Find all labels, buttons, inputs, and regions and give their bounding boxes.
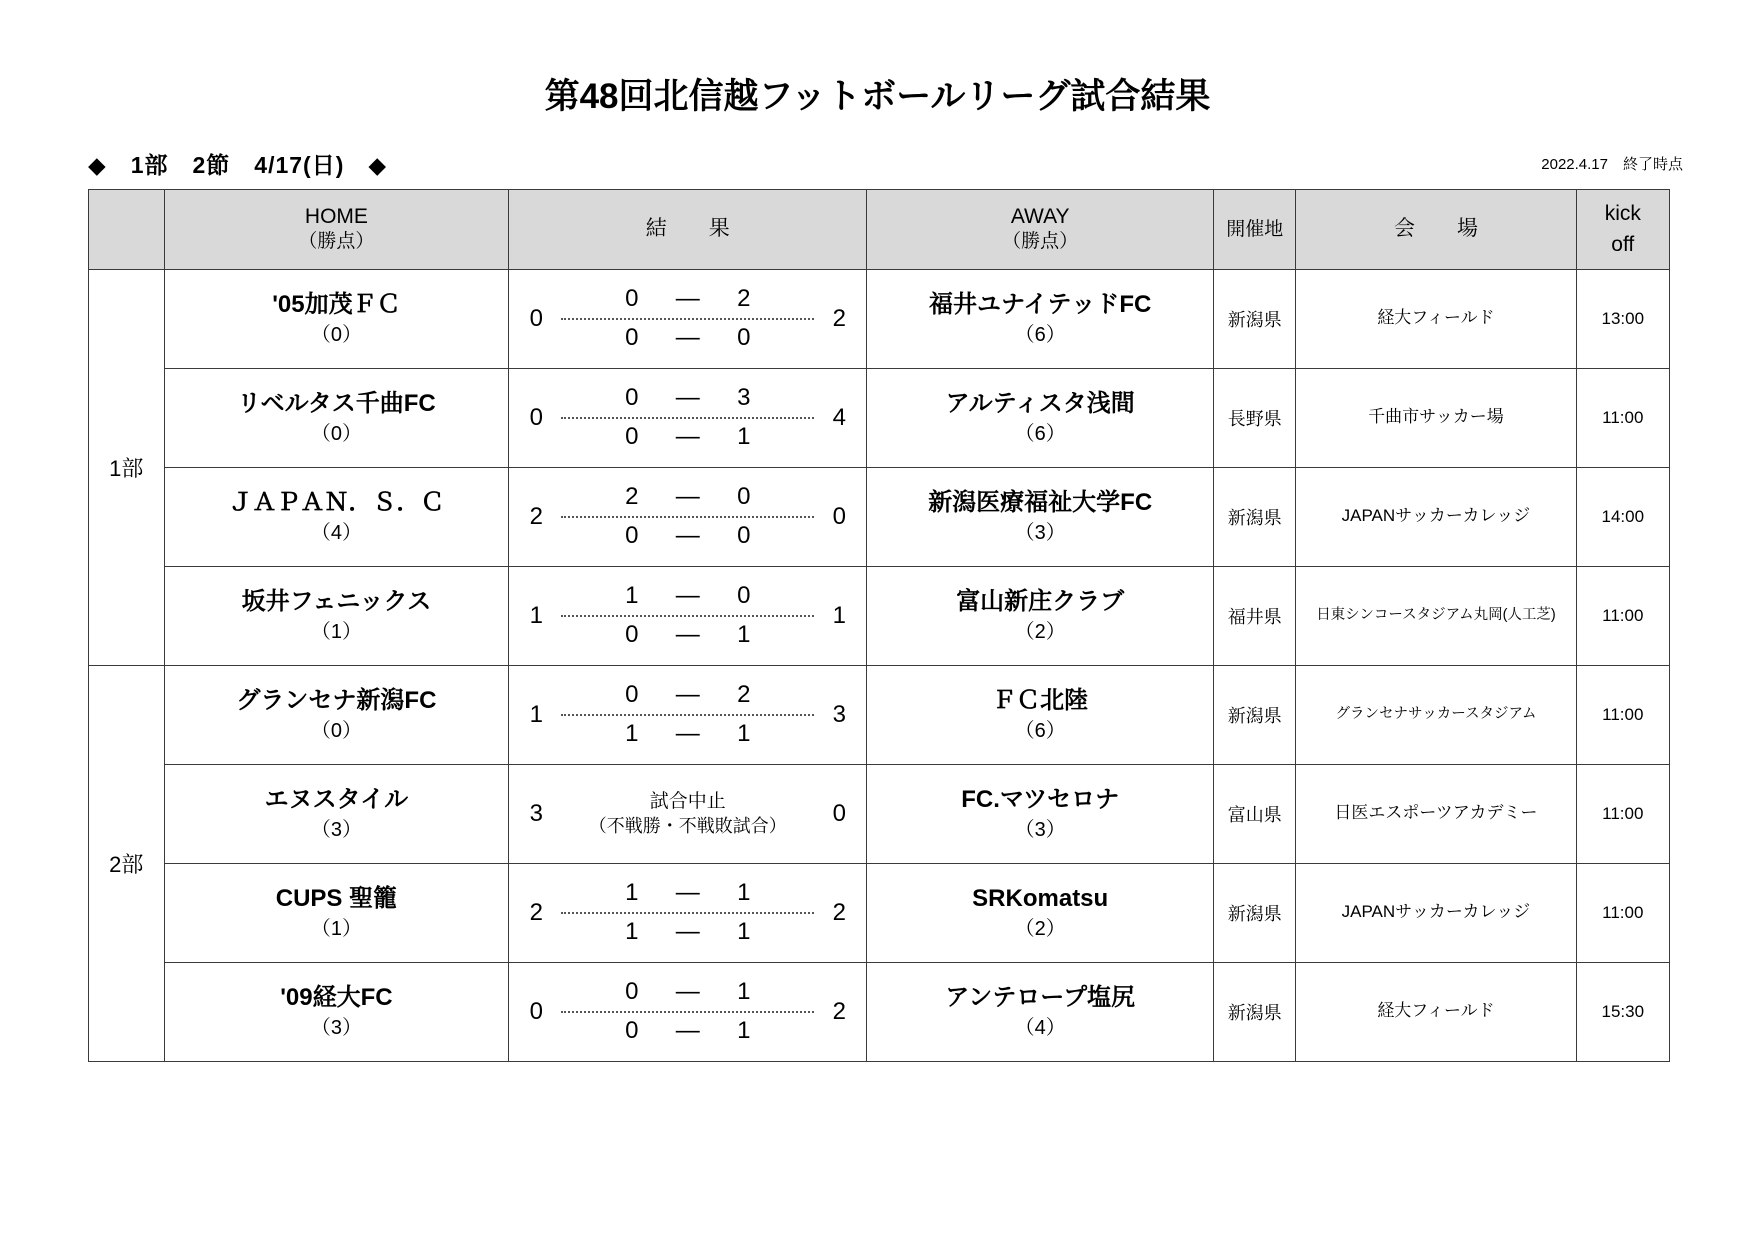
first-half-home: 0 [625, 285, 639, 313]
away-team-name: ＦＣ北陸 [992, 686, 1089, 714]
away-team-points: （4） [1014, 1016, 1066, 1039]
match-results-table [88, 189, 1670, 1062]
result-cell [509, 665, 867, 764]
home-team-points: （0） [310, 422, 362, 445]
header-home-sub: （勝点） [298, 231, 375, 253]
second-half-dash: — [675, 621, 700, 649]
first-half-score [559, 679, 816, 712]
half-scores [555, 580, 820, 652]
away-team-points: （2） [1014, 620, 1066, 643]
division-label-2: 2部 [89, 665, 165, 1061]
second-half-score [559, 718, 816, 751]
half-scores [555, 679, 820, 751]
home-aggregate-score: 0 [529, 403, 543, 431]
prefecture-cell: 新潟県 [1214, 665, 1296, 764]
home-team-name: '05加茂ＦＣ [272, 290, 401, 318]
prefecture-cell: 福井県 [1214, 566, 1296, 665]
second-half-dash: — [675, 720, 700, 748]
half-separator [561, 912, 814, 914]
table-row [89, 962, 1670, 1061]
away-team-points: （6） [1014, 719, 1066, 742]
table-row [89, 467, 1670, 566]
first-half-home: 2 [625, 483, 639, 511]
away-aggregate-score: 2 [832, 304, 846, 332]
home-aggregate-score: 1 [529, 601, 543, 629]
venue-cell: 経大フィールド [1296, 269, 1576, 368]
table-header [89, 189, 1670, 269]
subheader [0, 147, 1755, 181]
half-separator [561, 417, 814, 419]
away-team-cell [867, 269, 1214, 368]
header-away-label: AWAY [1010, 205, 1070, 228]
away-team-cell [867, 665, 1214, 764]
first-half-away: 2 [737, 681, 751, 709]
result-cell [509, 863, 867, 962]
away-team-cell [867, 962, 1214, 1061]
home-team-name: CUPS 聖籠 [275, 884, 398, 912]
second-half-away: 1 [737, 423, 751, 451]
prefecture-cell: 新潟県 [1214, 269, 1296, 368]
second-half-score [559, 916, 816, 949]
table-row [89, 764, 1670, 863]
away-team-name: FC.マツセロナ [961, 785, 1120, 813]
away-aggregate-score: 1 [832, 601, 846, 629]
second-half-home: 0 [625, 621, 639, 649]
away-team-points: （6） [1014, 323, 1066, 346]
first-half-away: 3 [737, 384, 751, 412]
away-aggregate-score: 3 [832, 700, 846, 728]
first-half-score [559, 283, 816, 316]
second-half-home: 0 [625, 423, 639, 451]
table-row [89, 566, 1670, 665]
result-cell [509, 467, 867, 566]
home-team-cell [164, 665, 509, 764]
home-team-points: （3） [310, 818, 362, 841]
home-team-cell [164, 368, 509, 467]
second-half-home: 0 [625, 522, 639, 550]
venue-cell: JAPANサッカーカレッジ [1296, 863, 1576, 962]
header-result-label: 結 果 [645, 216, 730, 240]
home-team-points: （1） [310, 917, 362, 940]
table-row [89, 269, 1670, 368]
home-team-points: （3） [310, 1016, 362, 1039]
first-half-score [559, 481, 816, 514]
away-aggregate-score: 2 [832, 898, 846, 926]
venue-cell: 経大フィールド [1296, 962, 1576, 1061]
half-scores [555, 382, 820, 454]
header-kickoff-line2: off [1611, 233, 1635, 256]
result-cell [509, 566, 867, 665]
second-half-dash: — [675, 324, 700, 352]
first-half-away: 1 [737, 879, 751, 907]
second-half-score [559, 421, 816, 454]
first-half-away: 1 [737, 978, 751, 1006]
home-aggregate-score: 1 [529, 700, 543, 728]
first-half-away: 0 [737, 582, 751, 610]
cancel-line-1: 試合中止 [649, 790, 726, 812]
result-cell [509, 764, 867, 863]
second-half-away: 1 [737, 621, 751, 649]
first-half-home: 0 [625, 978, 639, 1006]
second-half-dash: — [675, 918, 700, 946]
home-team-name: グランセナ新潟FC [236, 686, 437, 714]
home-team-cell [164, 962, 509, 1061]
kickoff-cell: 11:00 [1576, 764, 1669, 863]
away-team-cell [867, 368, 1214, 467]
home-team-points: （4） [310, 521, 362, 544]
home-team-name: エヌスタイル [264, 785, 409, 813]
first-half-home: 1 [625, 879, 639, 907]
first-half-score [559, 976, 816, 1009]
second-half-away: 1 [737, 1017, 751, 1045]
home-team-name: リベルタス千曲FC [237, 389, 436, 417]
home-team-cell [164, 566, 509, 665]
kickoff-cell: 11:00 [1576, 863, 1669, 962]
first-half-home: 0 [625, 681, 639, 709]
second-half-home: 0 [625, 324, 639, 352]
header-home-label: HOME [304, 205, 368, 228]
home-team-name: '09経大FC [280, 983, 393, 1011]
home-aggregate-score: 2 [529, 502, 543, 530]
prefecture-cell: 新潟県 [1214, 863, 1296, 962]
prefecture-cell: 富山県 [1214, 764, 1296, 863]
page-title: 第48回北信越フットボールリーグ試合結果 [544, 77, 1211, 116]
first-half-dash: — [675, 681, 700, 709]
second-half-score [559, 1015, 816, 1048]
result-cell [509, 269, 867, 368]
kickoff-cell: 11:00 [1576, 665, 1669, 764]
header-prefecture-label: 開催地 [1226, 218, 1284, 240]
kickoff-cell: 11:00 [1576, 566, 1669, 665]
away-aggregate-score: 4 [832, 403, 846, 431]
header-kickoff [1576, 189, 1669, 269]
header-kickoff-line1: kick [1604, 201, 1641, 225]
home-team-cell [164, 467, 509, 566]
first-half-dash: — [675, 879, 700, 907]
home-team-points: （0） [310, 323, 362, 346]
first-half-away: 2 [737, 285, 751, 313]
home-team-name: 坂井フェニックス [241, 587, 432, 615]
first-half-home: 0 [625, 384, 639, 412]
away-team-name: SRKomatsu [972, 884, 1109, 912]
first-half-dash: — [675, 483, 700, 511]
away-team-points: （3） [1014, 818, 1066, 841]
home-team-cell [164, 764, 509, 863]
half-separator [561, 516, 814, 518]
away-team-cell [867, 863, 1214, 962]
first-half-away: 0 [737, 483, 751, 511]
second-half-score [559, 322, 816, 355]
half-separator [561, 615, 814, 617]
half-scores [555, 283, 820, 355]
table-row [89, 863, 1670, 962]
away-aggregate-score: 0 [832, 502, 846, 530]
first-half-dash: — [675, 384, 700, 412]
header-away-sub: （勝点） [1002, 231, 1079, 253]
away-aggregate-score: 0 [832, 799, 846, 827]
second-half-dash: — [675, 522, 700, 550]
away-team-cell [867, 764, 1214, 863]
division-label-1: 1部 [89, 269, 165, 665]
header-venue-label: 会 場 [1393, 216, 1478, 240]
second-half-dash: — [675, 423, 700, 451]
second-half-score [559, 520, 816, 553]
cancel-line-2: （不戦勝・不戦敗試合） [588, 816, 787, 837]
second-half-home: 1 [625, 918, 639, 946]
venue-cell: 日医エスポーツアカデミー [1296, 764, 1576, 863]
half-separator [561, 714, 814, 716]
second-half-away: 0 [737, 324, 751, 352]
away-team-cell [867, 566, 1214, 665]
away-team-name: 福井ユナイテッドFC [929, 290, 1152, 318]
away-team-name: 富山新庄クラブ [956, 587, 1125, 615]
away-team-points: （6） [1014, 422, 1066, 445]
result-cell [509, 962, 867, 1061]
home-team-points: （0） [310, 719, 362, 742]
header-result [509, 189, 867, 269]
prefecture-cell: 新潟県 [1214, 467, 1296, 566]
table-row [89, 368, 1670, 467]
second-half-dash: — [675, 1017, 700, 1045]
prefecture-cell: 長野県 [1214, 368, 1296, 467]
home-team-cell [164, 863, 509, 962]
second-half-home: 0 [625, 1017, 639, 1045]
section-marker: ◆ 1部 2節 4/17(日) ◆ [88, 151, 388, 178]
away-aggregate-score: 2 [832, 997, 846, 1025]
table-row [89, 665, 1670, 764]
second-half-score [559, 619, 816, 652]
home-team-cell [164, 269, 509, 368]
home-aggregate-score: 0 [529, 304, 543, 332]
header-prefecture [1214, 189, 1296, 269]
second-half-away: 0 [737, 522, 751, 550]
venue-cell: JAPANサッカーカレッジ [1296, 467, 1576, 566]
first-half-home: 1 [625, 582, 639, 610]
first-half-score [559, 382, 816, 415]
header-division [89, 189, 165, 269]
home-aggregate-score: 0 [529, 997, 543, 1025]
half-scores [555, 877, 820, 949]
kickoff-cell: 15:30 [1576, 962, 1669, 1061]
venue-cell: グランセナサッカースタジアム [1296, 665, 1576, 764]
half-scores [555, 481, 820, 553]
venue-cell: 日東シンコースタジアム丸岡(人工芝) [1296, 566, 1576, 665]
half-separator [561, 1011, 814, 1013]
first-half-dash: — [675, 285, 700, 313]
table-body [89, 269, 1670, 1061]
away-team-name: アンテロープ塩尻 [945, 983, 1136, 1011]
second-half-home: 1 [625, 720, 639, 748]
first-half-score [559, 580, 816, 613]
first-half-score [559, 877, 816, 910]
half-scores [555, 976, 820, 1048]
kickoff-cell: 14:00 [1576, 467, 1669, 566]
away-team-name: 新潟医療福祉大学FC [928, 488, 1153, 516]
second-half-away: 1 [737, 720, 751, 748]
prefecture-cell: 新潟県 [1214, 962, 1296, 1061]
venue-cell: 千曲市サッカー場 [1296, 368, 1576, 467]
kickoff-cell: 11:00 [1576, 368, 1669, 467]
first-half-dash: — [675, 978, 700, 1006]
half-separator [561, 318, 814, 320]
first-half-dash: — [675, 582, 700, 610]
away-team-cell [867, 467, 1214, 566]
home-aggregate-score: 3 [529, 799, 543, 827]
second-half-away: 1 [737, 918, 751, 946]
header-venue [1296, 189, 1576, 269]
header-home [164, 189, 509, 269]
home-team-points: （1） [310, 620, 362, 643]
match-cancelled-note [555, 789, 820, 839]
as-of-label: 2022.4.17 終了時点 [1541, 155, 1683, 173]
away-team-points: （2） [1014, 917, 1066, 940]
home-aggregate-score: 2 [529, 898, 543, 926]
result-cell [509, 368, 867, 467]
away-team-points: （3） [1014, 521, 1066, 544]
header-away [867, 189, 1214, 269]
home-team-name: ＪＡＰＡＮ．Ｓ．Ｃ [228, 488, 445, 516]
kickoff-cell: 13:00 [1576, 269, 1669, 368]
away-team-name: アルティスタ浅間 [945, 389, 1135, 417]
